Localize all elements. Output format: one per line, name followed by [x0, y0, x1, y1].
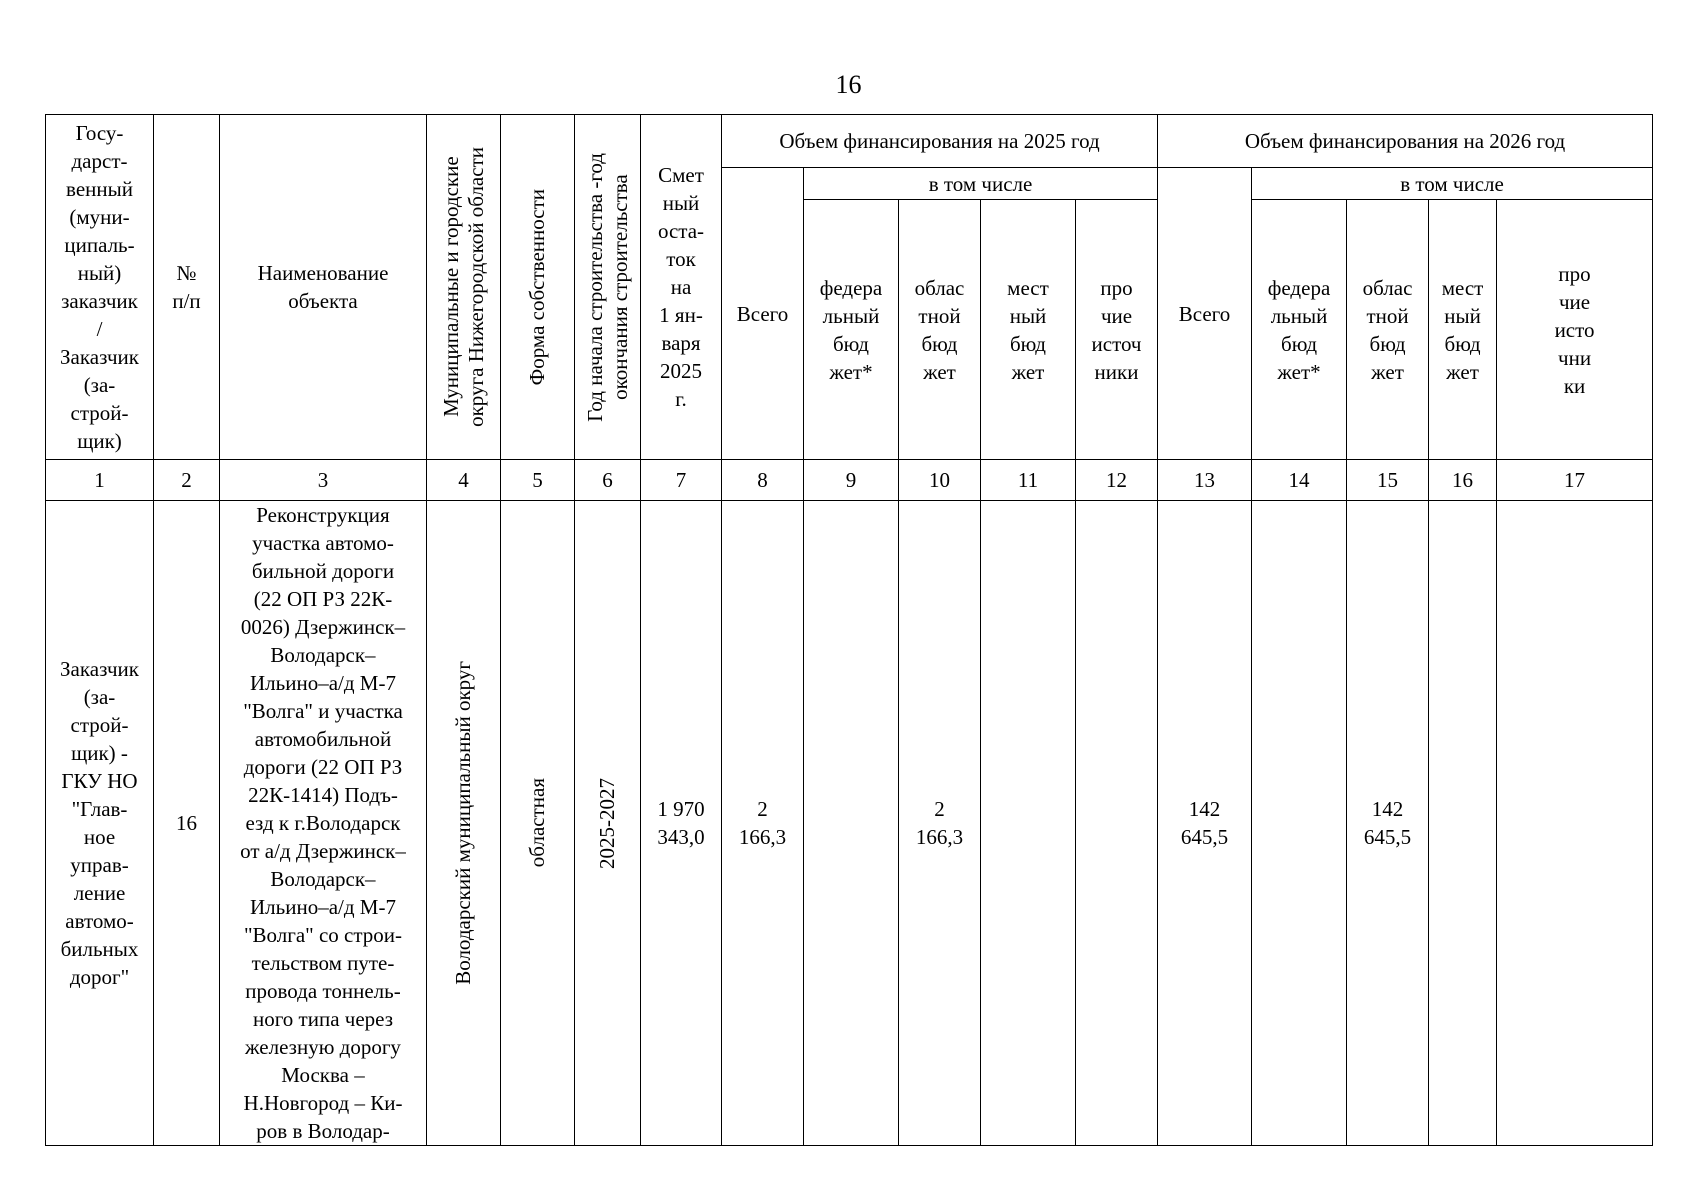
header-row-1 [46, 115, 1653, 168]
row-estimate-remainder: 1 970 343,0 [641, 501, 722, 1146]
column-number: 9 [804, 460, 899, 501]
header-regional-2026: облас тной бюд жет [1347, 200, 1429, 460]
column-number: 1 [46, 460, 154, 501]
header-including-2025: в том числе [804, 168, 1158, 200]
header-years-cell [575, 115, 641, 460]
column-number: 16 [1429, 460, 1497, 501]
row-total-2026: 142 645,5 [1158, 501, 1252, 1146]
header-district-cell [427, 115, 501, 460]
row-federal-2025 [804, 501, 899, 1146]
row-other-2026 [1497, 501, 1653, 1146]
header-ownership-cell [501, 115, 575, 460]
row-regional-2025: 2 166,3 [899, 501, 981, 1146]
header-district: Муниципальные и городские округа Нижегородской области [438, 147, 488, 427]
row-federal-2026 [1252, 501, 1347, 1146]
column-numbers-row [46, 460, 1653, 501]
header-total-2025: Всего [722, 168, 804, 460]
column-number: 8 [722, 460, 804, 501]
header-customer: Госу- дарст- венный (муни- ципаль- ный) заказчик / Заказчик (за- строй- щик) [46, 115, 154, 460]
row-ownership: областная [525, 778, 549, 868]
header-federal-2026: федера льный бюд жет* [1252, 200, 1347, 460]
row-district: Володарский муниципальный округ [451, 661, 475, 985]
column-number: 17 [1497, 460, 1653, 501]
column-number: 10 [899, 460, 981, 501]
table-row [46, 501, 1653, 1146]
header-years: Год начала строительства -год окончания строительства [582, 152, 632, 422]
row-object-name: Реконструкция участка автомо- бильной дороги (22 ОП РЗ 22К- 0026) Дзержинск– Володарск– Ильино–а/д М-7 "Волга" и участка автомобильной дороги (22 ОП РЗ 22К-1414) Подъ- езд к г.Володарск от а/д Дзержинск– Володарск– Ильино–а/д М-7 "Волга" со строи- тельством путе- провода тоннель- ного типа через железную дорогу Москва – Н.Новгород – Ки- ров в Володар- [220, 501, 427, 1146]
column-number: 12 [1076, 460, 1158, 501]
column-number: 5 [501, 460, 575, 501]
column-number: 11 [981, 460, 1076, 501]
header-object-name: Наименование объекта [220, 115, 427, 460]
column-number: 4 [427, 460, 501, 501]
row-years: 2025-2027 [595, 777, 619, 869]
column-number: 13 [1158, 460, 1252, 501]
row-district-cell [427, 501, 501, 1146]
row-total-2025: 2 166,3 [722, 501, 804, 1146]
row-number: 16 [154, 501, 220, 1146]
row-regional-2026: 142 645,5 [1347, 501, 1429, 1146]
header-including-2026: в том числе [1252, 168, 1653, 200]
column-number: 7 [641, 460, 722, 501]
row-years-cell [575, 501, 641, 1146]
header-estimate-remainder: Смет ный оста- ток на 1 ян- варя 2025 г. [641, 115, 722, 460]
header-number: № п/п [154, 115, 220, 460]
header-local-2026: мест ный бюд жет [1429, 200, 1497, 460]
header-regional-2025: облас тной бюд жет [899, 200, 981, 460]
header-group-2026: Объем финансирования на 2026 год [1158, 115, 1653, 168]
row-local-2025 [981, 501, 1076, 1146]
row-customer: Заказчик (за- строй- щик) - ГКУ НО "Глав- ное управ- ление автомо- бильных дорог" [46, 501, 154, 1146]
header-other-2026: про чие исто чни ки [1497, 200, 1653, 460]
header-group-2025: Объем финансирования на 2025 год [722, 115, 1158, 168]
header-federal-2025: федера льный бюд жет* [804, 200, 899, 460]
row-ownership-cell [501, 501, 575, 1146]
column-number: 14 [1252, 460, 1347, 501]
header-total-2026: Всего [1158, 168, 1252, 460]
header-local-2025: мест ный бюд жет [981, 200, 1076, 460]
column-number: 3 [220, 460, 427, 501]
financing-table [45, 114, 1653, 1146]
column-number: 15 [1347, 460, 1429, 501]
page-number: 16 [835, 70, 862, 99]
column-number: 6 [575, 460, 641, 501]
row-other-2025 [1076, 501, 1158, 1146]
row-local-2026 [1429, 501, 1497, 1146]
header-ownership: Форма собственности [525, 188, 549, 386]
column-number: 2 [154, 460, 220, 501]
header-other-2025: про чие источ ники [1076, 200, 1158, 460]
